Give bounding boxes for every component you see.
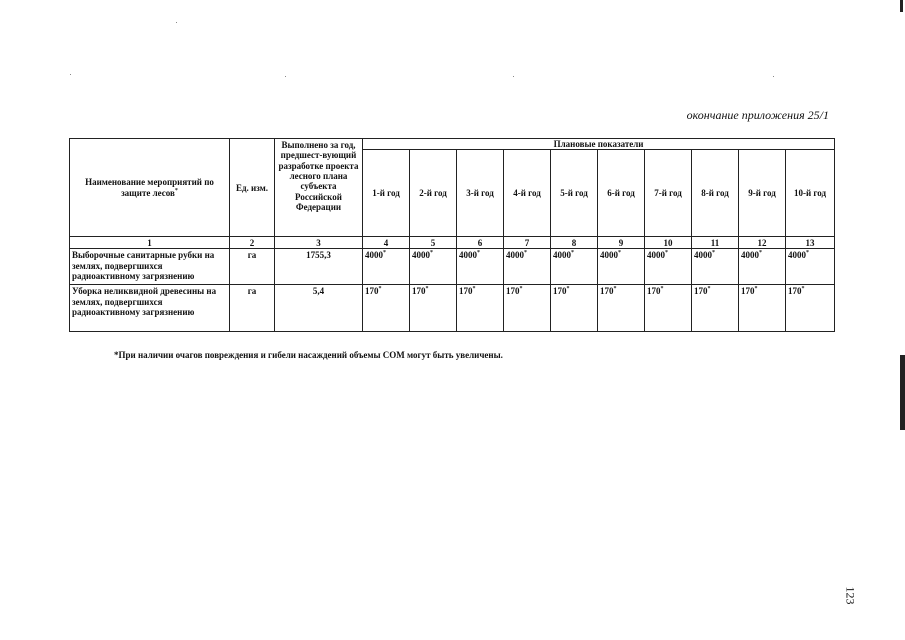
- row-done-value: 1755,3: [275, 249, 363, 285]
- plan-value-cell: 4000*: [457, 249, 504, 285]
- header-year: 3-й год: [457, 150, 504, 237]
- forest-protection-table: [69, 138, 835, 332]
- column-number: 13: [786, 237, 835, 249]
- appendix-caption: окончание приложения 25/1: [686, 108, 829, 122]
- header-year: 8-й год: [692, 150, 739, 237]
- header-year: 1-й год: [363, 150, 410, 237]
- plan-value-cell: 170*: [645, 285, 692, 332]
- plan-value-cell: 170*: [786, 285, 835, 332]
- scan-speck: [773, 76, 774, 77]
- column-number: 2: [230, 237, 275, 249]
- plan-value-cell: 170*: [457, 285, 504, 332]
- scan-edge-mark-right: [900, 355, 905, 430]
- plan-value-cell: 170*: [551, 285, 598, 332]
- plan-value-cell: 4000*: [410, 249, 457, 285]
- row-done-value: 5,4: [275, 285, 363, 332]
- header-year: 2-й год: [410, 150, 457, 237]
- header-year: 7-й год: [645, 150, 692, 237]
- plan-value-cell: 170*: [504, 285, 551, 332]
- plan-value-cell: 170*: [692, 285, 739, 332]
- plan-value-cell: 170*: [598, 285, 645, 332]
- column-number: 9: [598, 237, 645, 249]
- column-number: 8: [551, 237, 598, 249]
- scan-edge-mark-top: [900, 0, 903, 12]
- footnote: *При наличии очагов повреждения и гибели насаждений объемы СОМ могут быть увеличены.: [114, 350, 503, 360]
- row-activity-name: Выборочные санитарные рубки на землях, подвергшихся радиоактивному загрязнению: [70, 249, 230, 285]
- plan-value-cell: 4000*: [363, 249, 410, 285]
- plan-value-cell: 4000*: [598, 249, 645, 285]
- plan-value-cell: 170*: [739, 285, 786, 332]
- scan-speck: [285, 76, 286, 77]
- scan-speck: [513, 76, 514, 77]
- header-year: 9-й год: [739, 150, 786, 237]
- row-unit: га: [230, 285, 275, 332]
- column-number: 4: [363, 237, 410, 249]
- row-unit: га: [230, 249, 275, 285]
- header-name: Наименование мероприятий по защите лесов*: [70, 139, 230, 237]
- plan-value-cell: 170*: [410, 285, 457, 332]
- scan-speck: [70, 74, 71, 75]
- plan-value-cell: 170*: [363, 285, 410, 332]
- column-number: 3: [275, 237, 363, 249]
- scan-speck: [176, 22, 177, 23]
- plan-value-cell: 4000*: [645, 249, 692, 285]
- column-number: 11: [692, 237, 739, 249]
- header-year: 4-й год: [504, 150, 551, 237]
- plan-value-cell: 4000*: [786, 249, 835, 285]
- plan-value-cell: 4000*: [504, 249, 551, 285]
- header-plan-group: Плановые показатели: [363, 139, 835, 150]
- column-number: 1: [70, 237, 230, 249]
- header-year: 6-й год: [598, 150, 645, 237]
- column-number: 12: [739, 237, 786, 249]
- column-number: 5: [410, 237, 457, 249]
- column-number-row: [70, 237, 835, 249]
- header-year: 5-й год: [551, 150, 598, 237]
- header-done: Выполнено за год, предшест-вующий разработке проекта лесного плана субъекта Российской Федерации: [275, 139, 363, 237]
- plan-value-cell: 4000*: [692, 249, 739, 285]
- row-activity-name: Уборка неликвидной древесины на землях, подвергшихся радиоактивному загрязнению: [70, 285, 230, 332]
- page-number: 123: [843, 586, 858, 605]
- table-row: [70, 285, 835, 332]
- column-number: 6: [457, 237, 504, 249]
- header-unit: Ед. изм.: [230, 139, 275, 237]
- column-number: 7: [504, 237, 551, 249]
- plan-value-cell: 4000*: [739, 249, 786, 285]
- table-row: [70, 249, 835, 285]
- header-row-top: [70, 139, 835, 150]
- plan-value-cell: 4000*: [551, 249, 598, 285]
- column-number: 10: [645, 237, 692, 249]
- header-year: 10-й год: [786, 150, 835, 237]
